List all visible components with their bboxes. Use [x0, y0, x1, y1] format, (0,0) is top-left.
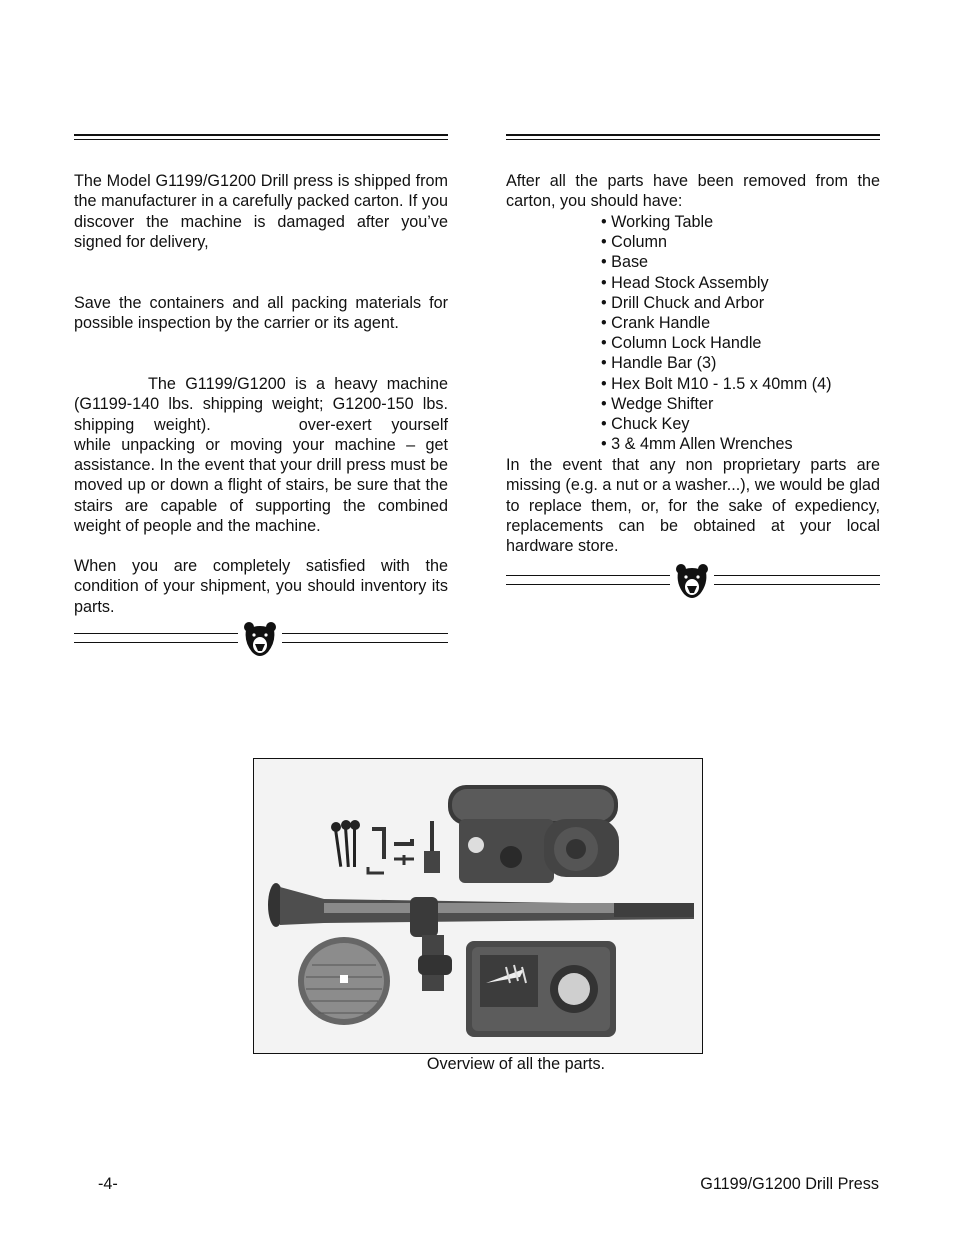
bear-logo-icon	[674, 562, 710, 602]
section-end-divider-left	[74, 624, 448, 664]
parts-list	[601, 212, 832, 454]
head-stock	[448, 785, 619, 883]
list-item: • Wedge Shifter	[601, 394, 714, 413]
shipping-paragraph: The Model G1199/G1200 Drill press is shipped from the manufacturer in a carefully packed carton. If you discover the machine is damaged after you’ve signed for delivery,	[74, 172, 448, 251]
heavy-machine-text-b: over-exert yourself while unpacking or moving your machine – get assistance. In the event that your drill press must be moved up or down a flight of stairs, be sure that the stairs are capable of supporting the combined weight of people and the machine.	[74, 415, 448, 536]
section-rule-left	[74, 134, 448, 140]
list-item: • 3 & 4mm Allen Wrenches	[601, 435, 793, 454]
heavy-machine-text-a: The G1199/G1200 is a heavy machine (G1199-140 lbs. shipping weight; G1200-150 lbs. shipping weight).	[74, 375, 448, 434]
parts-illustration	[254, 759, 702, 1053]
save-containers-paragraph: Save the containers and all packing materials for possible inspection by the carrier or its agent.	[74, 294, 448, 333]
list-item: • Column Lock Handle	[601, 334, 762, 353]
footer-title: G1199/G1200 Drill Press	[700, 1175, 879, 1193]
heavy-machine-paragraph	[74, 374, 448, 536]
list-item: • Working Table	[601, 213, 714, 231]
list-item: • Head Stock Assembly	[601, 273, 769, 292]
figure-caption: Overview of all the parts.	[426, 1055, 606, 1073]
list-item: • Crank Handle	[601, 314, 711, 333]
base-plate	[466, 941, 616, 1037]
parts-overview-photo	[253, 758, 703, 1054]
list-item: • Drill Chuck and Arbor	[601, 293, 765, 312]
section-rule-right	[506, 134, 880, 140]
bear-logo-icon	[242, 620, 278, 660]
page-number: -4-	[98, 1175, 118, 1193]
list-item: • Base	[601, 253, 649, 272]
list-item: • Handle Bar (3)	[601, 354, 717, 373]
missing-parts-paragraph: In the event that any non proprietary parts are missing (e.g. a nut or a washer...), we would be glad to replace them, or, for the sake of expediency, replacements can be obtained at your local hardware store.	[506, 456, 880, 556]
section-end-divider-right	[506, 566, 880, 606]
parts-intro: After all the parts have been removed from the carton, you should have:	[506, 172, 880, 211]
inventory-paragraph: When you are completely satisfied with the condition of your shipment, you should inventory its parts.	[74, 557, 448, 616]
round-table	[298, 937, 390, 1025]
list-item: • Column	[601, 233, 667, 252]
list-item: • Hex Bolt M10 - 1.5 x 40mm (4)	[601, 374, 832, 393]
list-item: • Chuck Key	[601, 415, 690, 434]
